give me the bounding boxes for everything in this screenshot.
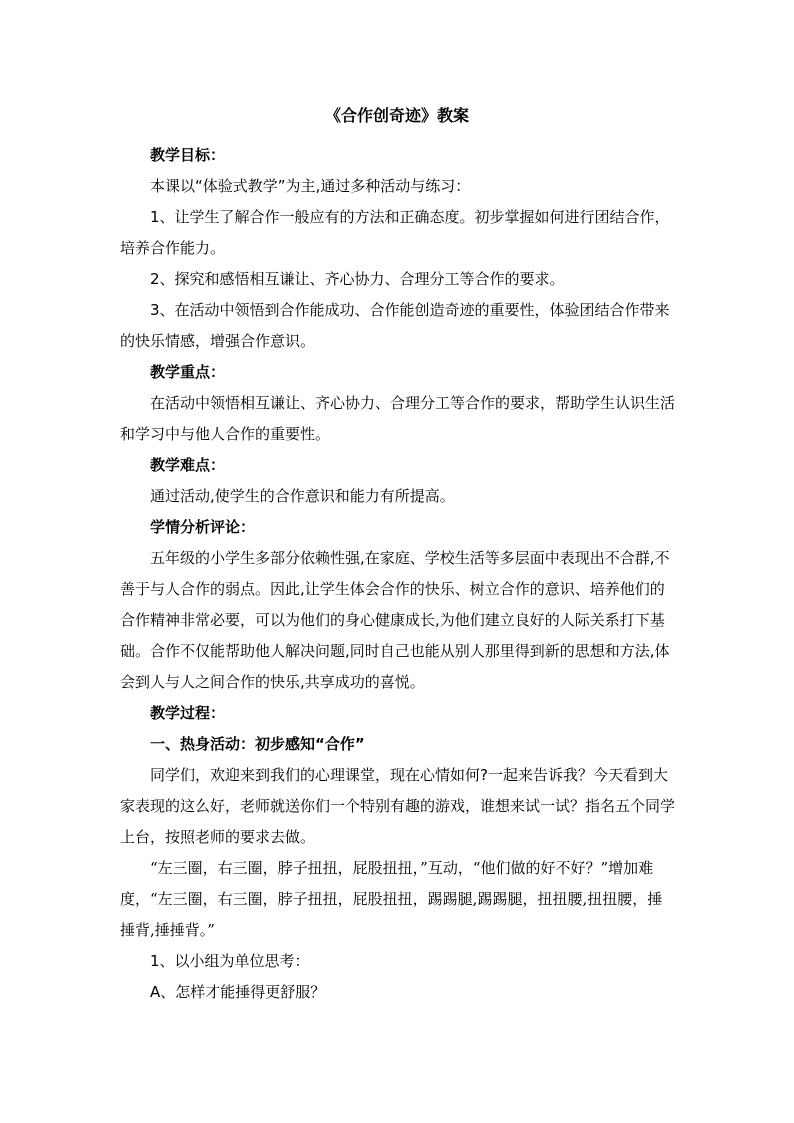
activity-1-heading: 一、热身活动：初步感知“合作”: [150, 735, 365, 753]
focus-text: 在活动中领悟相互谦让、齐心协力、合理分工等合作的要求，帮助学生认识生活和学习中与他人合作的重要性。: [120, 394, 676, 443]
analysis-heading: 学情分析评论：: [150, 518, 256, 536]
think-a: A、怎样才能捶得更舒服？: [150, 983, 326, 1001]
goal-item-3: 3、在活动中领悟到合作能成功、合作能创造奇迹的重要性，体验团结合作带来的快乐情感，增强合作意识。: [120, 301, 670, 350]
analysis-text: 五年级的小学生多部分依赖性强,在家庭、学校生活等多层面中表现出不合群,不善于与人合作的弱点。因此,让学生体会合作的快乐、树立合作的意识、培养他们的合作精神非常必要，可以为他们的身心健康成长,为他们建立良好的人际关系打下基础。合作不仅能帮助他人解决问题,同时自己也能从别人那里得到新的思想和方法,体会到人与人之间合作的快乐,共享成功的喜悦。: [120, 549, 670, 691]
activity-1-game: “左三圈，右三圈，脖子扭扭，屁股扭扭，”互动，“他们做的好不好？”增加难度，“左三圈，右三圈，脖子扭扭，屁股扭扭，踢踢腿,踢踢腿，扭扭腰,扭扭腰，捶捶背,捶捶背。”: [120, 859, 663, 939]
goal-heading: 教学目标：: [150, 146, 226, 164]
goal-item-2: 2、探究和感悟相互谦让、齐心协力、合理分工等合作的要求。: [150, 270, 565, 288]
focus-heading: 教学重点：: [150, 363, 226, 381]
process-heading: 教学过程：: [150, 704, 226, 722]
difficulty-heading: 教学难点：: [150, 456, 226, 474]
goal-item-1: 1、让学生了解合作一般应有的方法和正确态度。初步掌握如何进行团结合作，培养合作能力。: [120, 208, 670, 257]
document-body: [120, 140, 676, 1008]
activity-1-text: 同学们，欢迎来到我们的心理课堂，现在心情如何?一起来告诉我？今天看到大家表现的这么好，老师就送你们一个特别有趣的游戏，谁想来试一试？指名五个同学上台，按照老师的要求去做。: [120, 766, 676, 846]
document-title: 《合作创奇迹》教案: [324, 106, 469, 125]
difficulty-text: 通过活动,使学生的合作意识和能力有所提高。: [150, 487, 455, 505]
think-1: 1、以小组为单位思考：: [150, 952, 310, 970]
goal-intro: 本课以“体验式教学”为主,通过多种活动与练习：: [150, 177, 471, 195]
